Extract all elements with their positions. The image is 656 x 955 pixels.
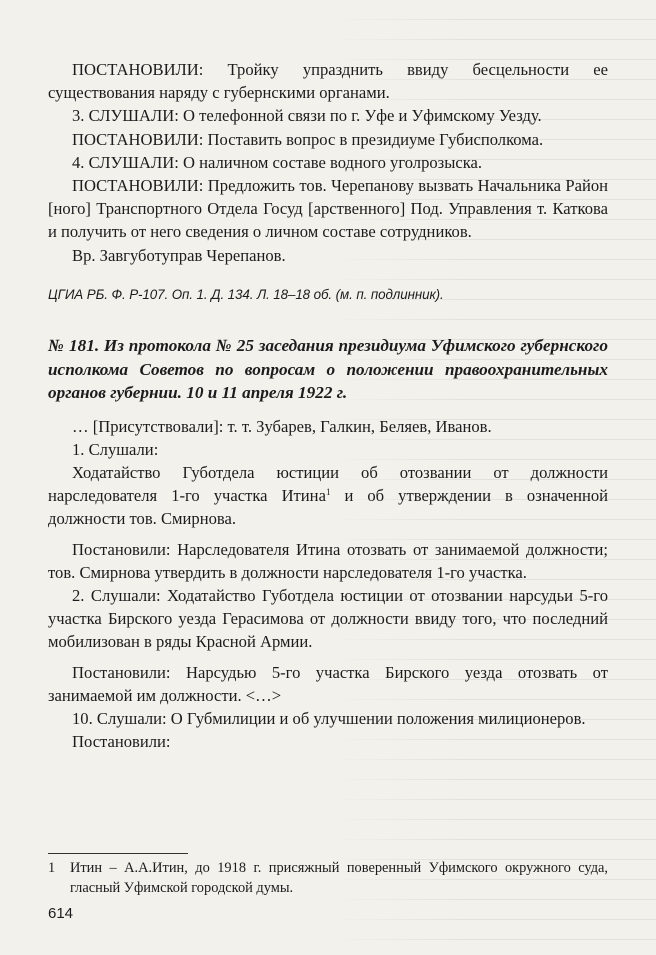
paragraph: 4. СЛУШАЛИ: О наличном составе водного уголрозыска. [72,152,483,172]
paragraph: ПОСТАНОВИЛИ: Тройку упразднить ввиду бесцельности ее существования наряду с губернскими органами. [48,60,608,103]
item-text: 10. Слушали: О Губмилиции и об улучшении положения милиционеров. [72,708,586,728]
resolution: Постановили: Нарследователя Итина отозвать от занимаемой должности; тов. Смирнова утвердить в должности нарследователя 1-го участка. [48,539,608,582]
footnote-text: Итин – А.А.Итин, до 1918 г. присяжный поверенный Уфимского окружного суда, гласный Уфимской городской думы. [70,860,608,896]
footnote-divider [48,853,188,854]
signature-line: Вр. Завгуботуправ Черепанов. [72,245,286,265]
item-text: 2. Слушали: Ходатайство Губотдела юстиции от отозвании нарсудьи 5-го участка Бирского уезда Герасимова от должности ввиду того, что последний мобилизован в ряды Красной Армии. [48,585,608,652]
document-heading: № 181. Из протокола № 25 заседания президиума Уфимского губернского исполкома Советов по вопросам о положении правоохранительных органов губернии. 10 и 11 апреля 1922 г. [48,336,608,403]
paragraph: ПОСТАНОВИЛИ: Предложить тов. Черепанову вызвать Начальника Район [ного] Транспортного Отдела Госуд [арственного] Под. Управления т. Каткова и получить от него сведения о личном составе сотрудников. [48,176,608,242]
paragraph: 3. СЛУШАЛИ: О телефонной связи по г. Уфе и Уфимскому Уезду. [72,106,542,126]
paragraph: ПОСТАНОВИЛИ: Поставить вопрос в президиуме Губисполкома. [72,129,544,149]
resolution: Постановили: Нарсудью 5-го участка Бирского уезда отозвать от занимаемой им должности. <…> [48,662,608,705]
item-text [48,461,608,531]
item-text-part: Ходатайство Губотдела юстиции об отозвании от должности нарследователя 1-го участка Итина [48,462,608,506]
item-text-part: и об утверждении в означенной должности тов. Смирнова. [48,486,609,529]
footnote-reference: 1 [325,487,331,498]
footnote [48,859,608,898]
footnote-number: 1 [48,860,56,876]
page-body [48,58,608,753]
archive-source-reference: ЦГИА РБ. Ф. Р-107. Оп. 1. Д. 134. Л. 18–18 об. (м. п. подлинник). [48,286,444,302]
item-heading: 1. Слушали: [72,439,159,459]
page-number: 614 [48,905,74,922]
resolution: Постановили: [72,732,171,752]
attendees: … [Присутствовали]: т. т. Зубарев, Галкин, Беляев, Иванов. [72,416,492,436]
